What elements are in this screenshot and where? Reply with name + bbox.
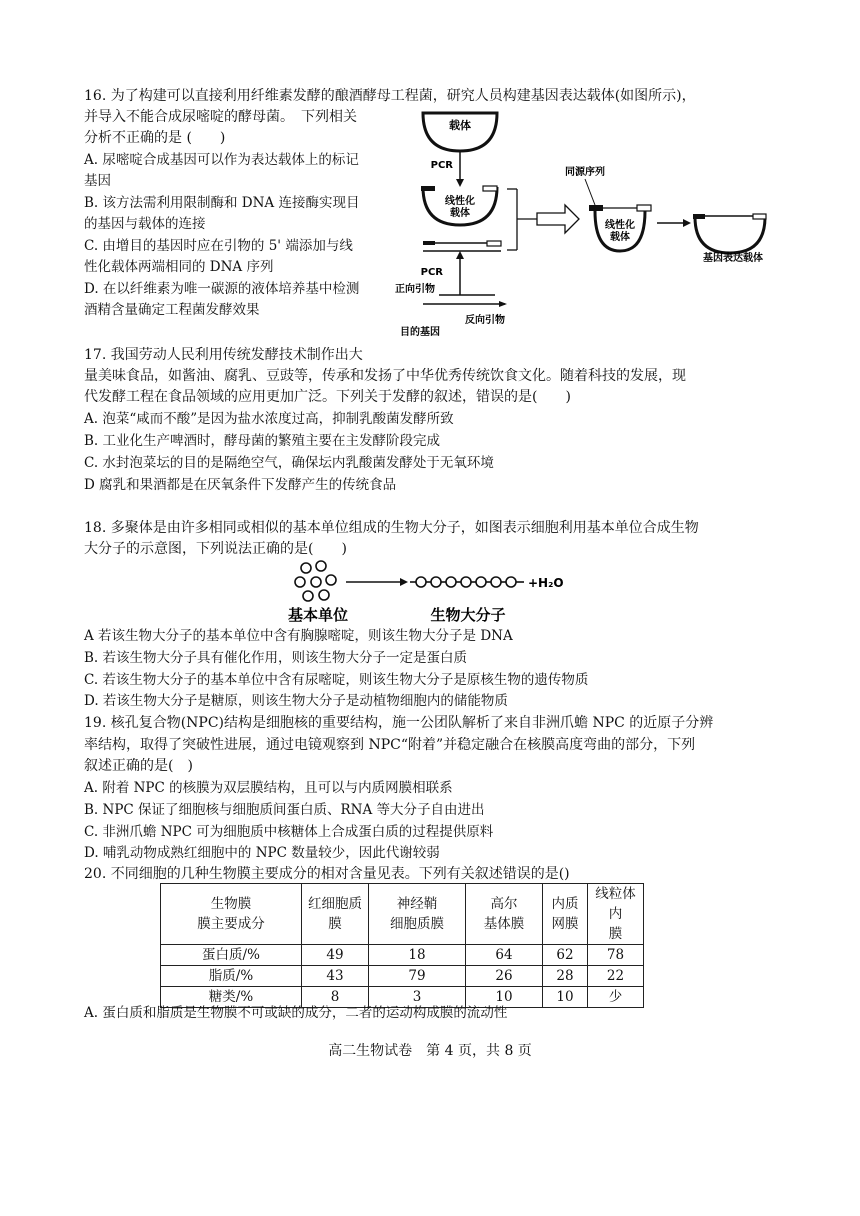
- table-cell: 62: [543, 945, 588, 966]
- fig-label-macromolecule: 生物大分子: [430, 606, 506, 624]
- q17-stem-line3: 代发酵工程在食品领域的应用更加广泛。下列关于发酵的叙述，错误的是( ): [84, 389, 571, 405]
- membrane-composition-table: [160, 883, 644, 1008]
- q19-stem-line3: 叙述正确的是( ): [84, 758, 193, 774]
- fig-label-linear-vector-1a: 线性化: [445, 196, 475, 207]
- table-cell: 78: [588, 945, 644, 966]
- corner-label-component: 膜主要成分: [197, 916, 265, 932]
- table-cell: 28: [543, 966, 588, 987]
- q16-option-d: D. 在以纤维素为唯一碳源的液体培养基中检测: [84, 281, 360, 297]
- col-header: 线粒体内 膜: [588, 884, 644, 945]
- table-cell: 79: [369, 966, 466, 987]
- table-cell: 64: [466, 945, 543, 966]
- q20-option-a: A. 蛋白质和脂质是生物膜不可或缺的成分，二者的运动构成膜的流动性: [84, 1005, 508, 1021]
- page-footer: 高二生物试卷 第 4 页，共 8 页: [328, 1043, 532, 1059]
- q17-option-d: D 腐乳和果酒都是在厌氧条件下发酵产生的传统食品: [84, 477, 397, 493]
- table-cell: 10: [466, 987, 543, 1008]
- fig-label-water: +H₂O: [528, 576, 564, 590]
- table-row: [161, 966, 644, 987]
- row-header: 蛋白质/%: [161, 945, 302, 966]
- q16-option-a-cont: 基因: [84, 173, 111, 189]
- fig-label-linear-vector-1b: 载体: [450, 208, 470, 219]
- col-header: 红细胞质 膜: [302, 884, 369, 945]
- q19-option-a: A. 附着 NPC 的核膜为双层膜结构，且可以与内质网膜相联系: [84, 780, 453, 796]
- table-cell: 26: [466, 966, 543, 987]
- q19-option-c: C. 非洲爪蟾 NPC 可为细胞质中核糖体上合成蛋白质的过程提供原料: [84, 824, 494, 840]
- fig-label-pcr-top: PCR: [430, 160, 453, 171]
- q18-option-a: A 若该生物大分子的基本单位中含有胸腺嘧啶，则该生物大分子是 DNA: [84, 628, 513, 644]
- q16-vector-construction-diagram: [395, 105, 790, 345]
- q18-option-c: C. 若该生物大分子的基本单位中含有尿嘧啶，则该生物大分子是原核生物的遗传物质: [84, 672, 589, 688]
- fig-label-reverse-primer: 反向引物: [465, 315, 505, 326]
- table-row: [161, 945, 644, 966]
- table-cell: 49: [302, 945, 369, 966]
- q18-option-b: B. 若该生物大分子具有催化作用，则该生物大分子一定是蛋白质: [84, 650, 468, 666]
- fig-label-forward-primer: 正向引物: [395, 284, 435, 295]
- q19-stem-line1: 19. 核孔复合物(NPC)结构是细胞核的重要结构，施一公团队解析了来自非洲爪蟾 NPC 的近原子分辨: [84, 715, 714, 731]
- table-cell: 8: [302, 987, 369, 1008]
- q16-option-b: B. 该方法需利用限制酶和 DNA 连接酶实现目: [84, 195, 360, 211]
- q16-option-c-cont: 性化载体两端相同的 DNA 序列: [84, 259, 274, 275]
- table-header-row: [161, 884, 644, 945]
- q19-option-b: B. NPC 保证了细胞核与细胞质间蛋白质、RNA 等大分子自由进出: [84, 802, 485, 818]
- table-cell: 少: [588, 987, 644, 1008]
- col-header: 内质 网膜: [543, 884, 588, 945]
- fig-label-homologous-sequence: 同源序列: [565, 167, 605, 178]
- q17-option-c: C. 水封泡菜坛的目的是隔绝空气，确保坛内乳酸菌发酵处于无氧环境: [84, 455, 494, 471]
- q17-option-a: A. 泡菜“咸而不酸”是因为盐水浓度过高，抑制乳酸菌发酵所致: [84, 411, 454, 427]
- q16-option-d-cont: 酒精含量确定工程菌发酵效果: [84, 302, 260, 318]
- q17-stem-line2: 量美味食品，如酱油、腐乳、豆豉等，传承和发扬了中华优秀传统饮食文化。随着科技的发展，现: [84, 368, 686, 384]
- row-header: 糖类/%: [161, 987, 302, 1008]
- fig-label-expression-vector: 基因表达载体: [703, 253, 763, 264]
- fig-label-linear-vector-2b: 载体: [610, 232, 630, 243]
- q18-stem-line1: 18. 多聚体是由许多相同或相似的基本单位组成的生物大分子，如图表示细胞利用基本单位合成生物: [84, 520, 699, 536]
- q19-stem-line2: 率结构，取得了突破性进展，通过电镜观察到 NPC“附着”并稳定融合在核膜高度弯曲的部分，下列: [84, 737, 696, 753]
- table-cell: 3: [369, 987, 466, 1008]
- table-cell: 22: [588, 966, 644, 987]
- q17-option-b: B. 工业化生产啤酒时，酵母菌的繁殖主要在主发酵阶段完成: [84, 433, 441, 449]
- q16-option-a: A. 尿嘧啶合成基因可以作为表达载体上的标记: [84, 152, 359, 168]
- fig-label-target-gene: 目的基因: [400, 327, 440, 338]
- q17-stem-line1: 17. 我国劳动人民利用传统发酵技术制作出大: [84, 347, 363, 363]
- q20-stem: 20. 不同细胞的几种生物膜主要成分的相对含量见表。下列有关叙述错误的是(): [84, 866, 570, 882]
- q19-option-d: D. 哺乳动物成熟红细胞中的 NPC 数量较少，因此代谢较弱: [84, 845, 440, 861]
- fig-label-basic-unit: 基本单位: [288, 606, 349, 624]
- q18-stem-line2: 大分子的示意图，下列说法正确的是( ): [84, 541, 347, 557]
- table-corner-cell: [161, 884, 302, 945]
- col-header: 神经鞘 细胞质膜: [369, 884, 466, 945]
- fig-label-vector: 载体: [449, 119, 471, 132]
- q16-stem-line1: 16. 为了构建可以直接利用纤维素发酵的酿酒酵母工程菌，研究人员构建基因表达载体(如图所示)，: [84, 88, 696, 104]
- q16-option-c: C. 由增目的基因时应在引物的 5' 端添加与线: [84, 238, 353, 254]
- table-cell: 10: [543, 987, 588, 1008]
- q18-polymer-diagram: [288, 558, 578, 626]
- table-cell: 43: [302, 966, 369, 987]
- q16-stem-line2: 并导入不能合成尿嘧啶的酵母菌。 下列相关: [84, 109, 357, 125]
- col-header: 高尔 基体膜: [466, 884, 543, 945]
- fig-label-pcr-bottom: PCR: [420, 267, 443, 278]
- table-cell: 18: [369, 945, 466, 966]
- q16-option-b-cont: 的基因与载体的连接: [84, 216, 206, 232]
- fig-label-linear-vector-2a: 线性化: [605, 220, 635, 231]
- corner-label-membrane: 生物膜: [210, 896, 252, 912]
- row-header: 脂质/%: [161, 966, 302, 987]
- q18-option-d: D. 若该生物大分子是糖原，则该生物大分子是动植物细胞内的储能物质: [84, 693, 508, 709]
- q16-stem-line3: 分析不正确的是 ( ): [84, 130, 226, 146]
